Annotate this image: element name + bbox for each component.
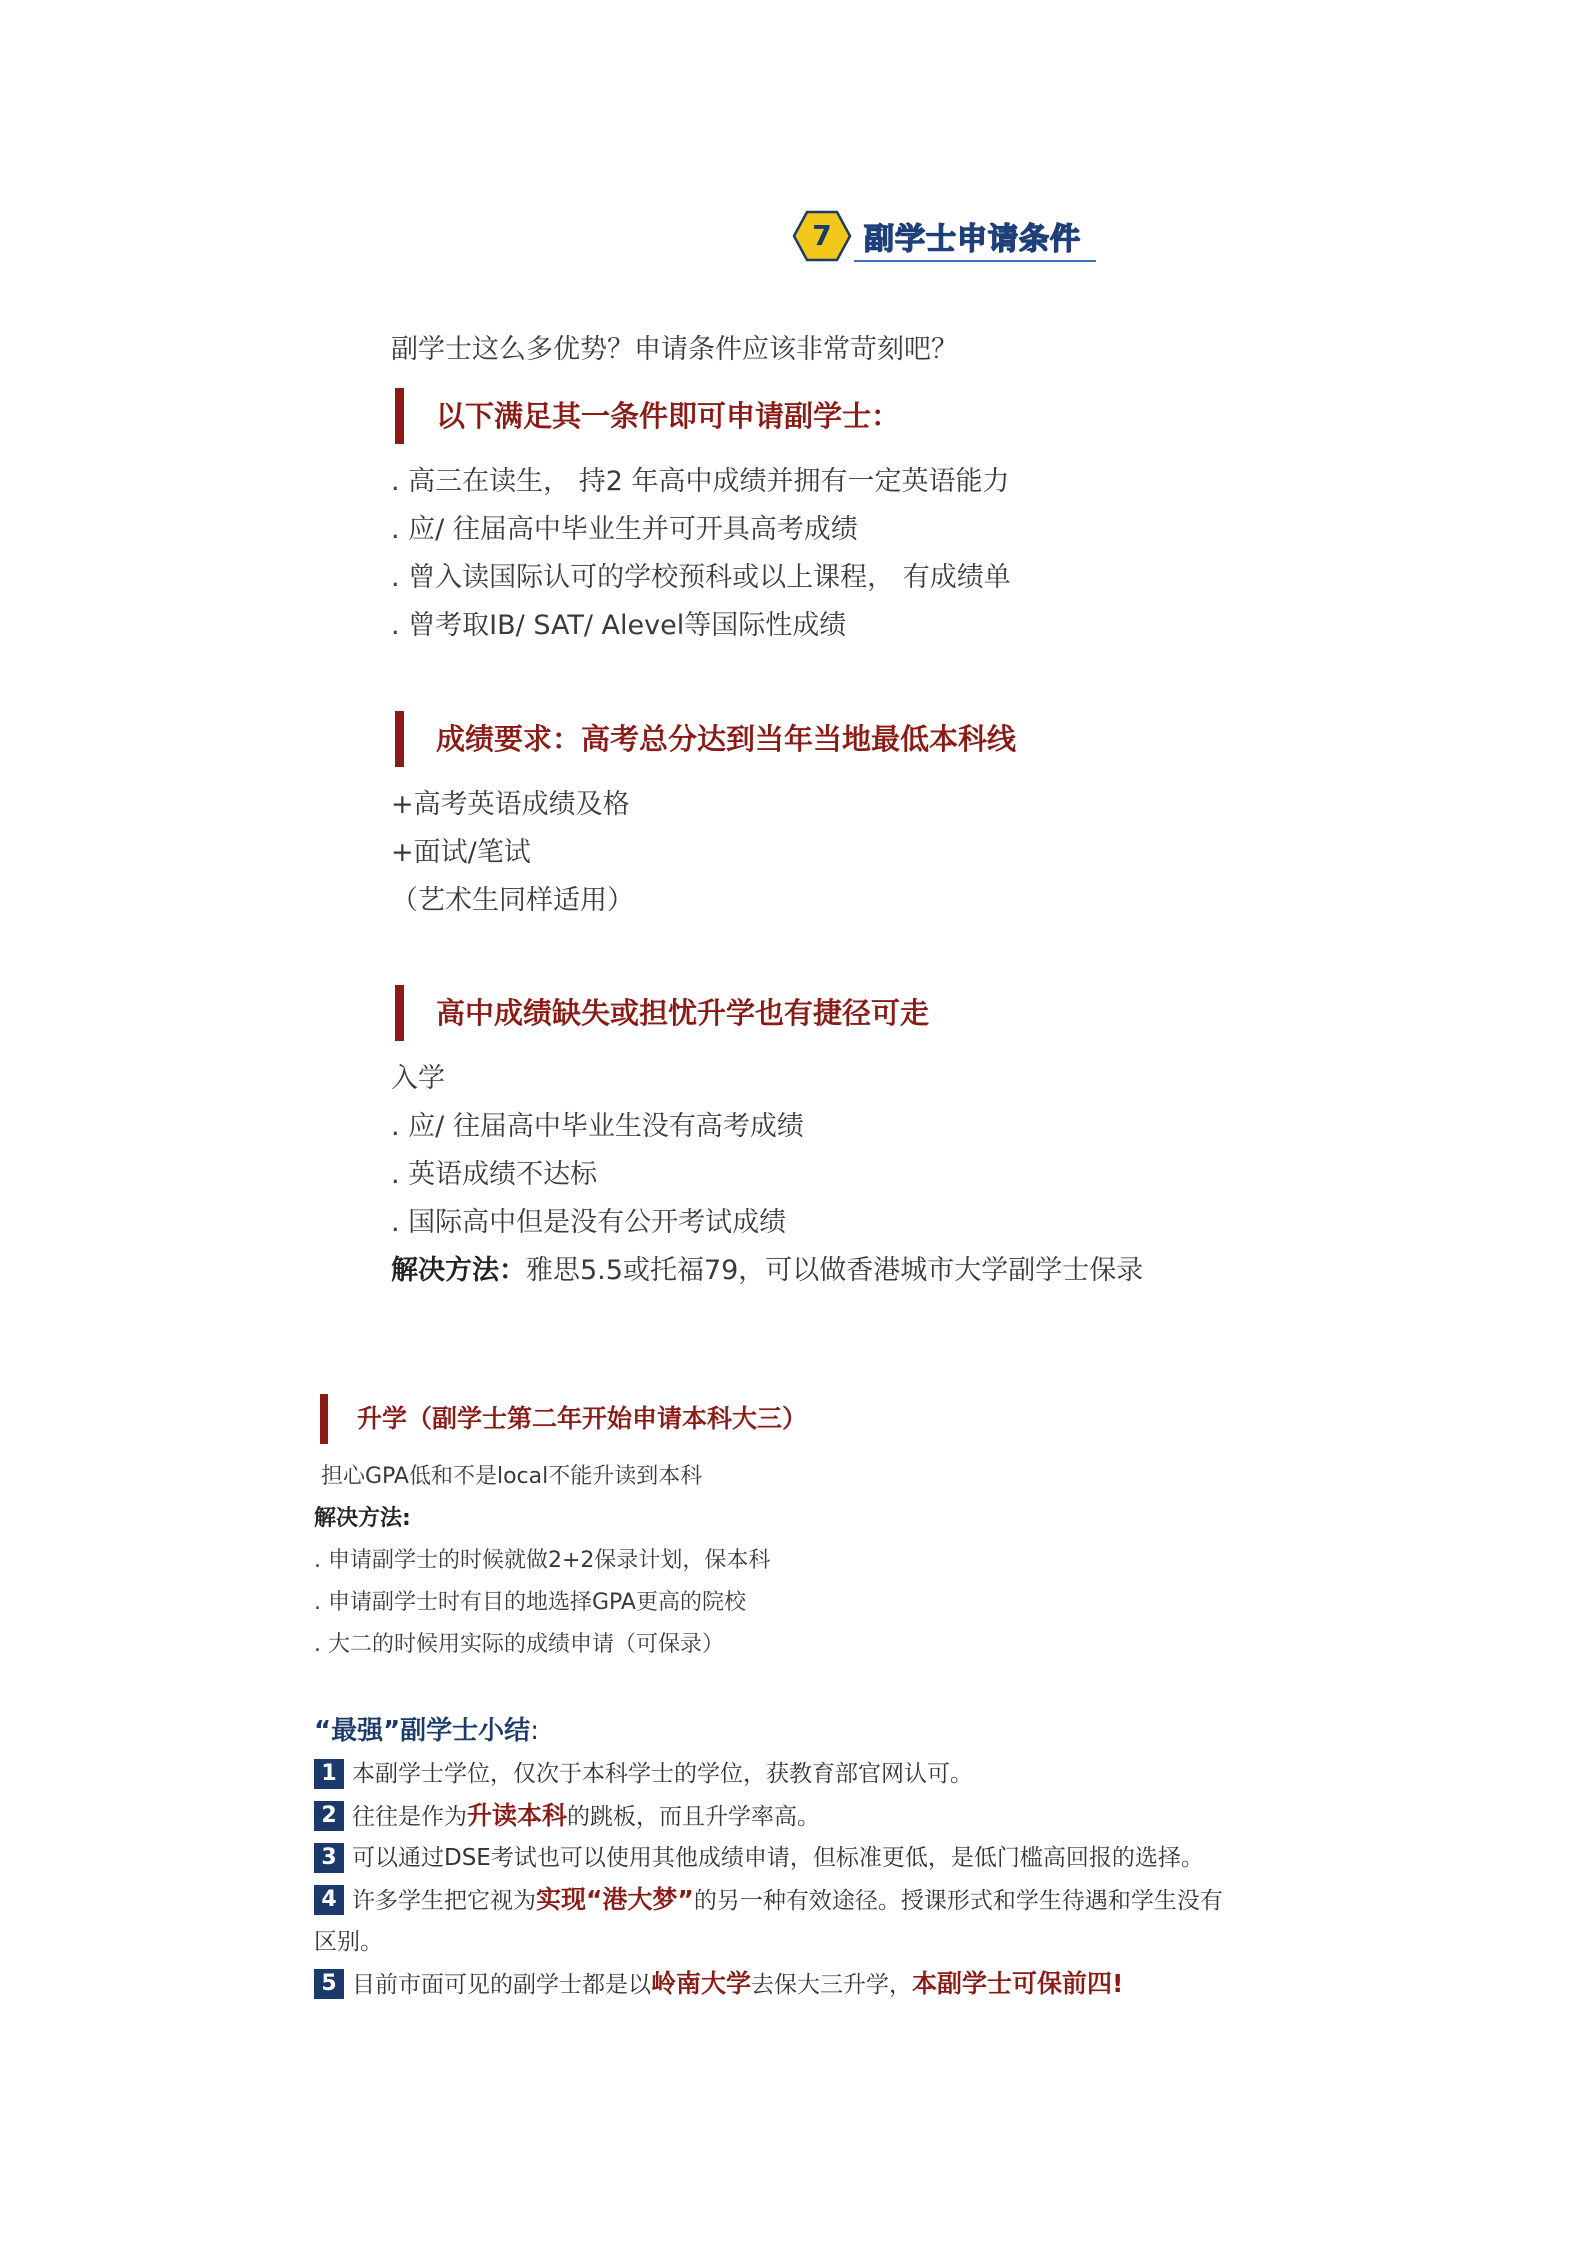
- heading-bar: [395, 388, 404, 444]
- heading-text: 高中成绩缺失或担忧升学也有捷径可走: [436, 996, 930, 1030]
- summary-highlight: 实现“港大梦”: [536, 1885, 694, 1914]
- list-item: . 国际高中但是没有公开考试成绩: [391, 1207, 787, 1238]
- list-item: . 申请副学士的时候就做2+2保录计划，保本科: [314, 1548, 771, 1573]
- list-item: . 英语成绩不达标: [391, 1159, 598, 1190]
- badge-number: 7: [812, 219, 832, 252]
- summary-item-text: 的跳板，而且升学率高。: [567, 1804, 821, 1830]
- list-item: . 大二的时候用实际的成绩申请（可保录）: [314, 1632, 724, 1657]
- summary-item-text: 许多学生把它视为: [352, 1888, 536, 1914]
- concern-text: 担心GPA低和不是local不能升读到本科: [321, 1464, 703, 1489]
- summary-item-text: 可以通过DSE考试也可以使用其他成绩申请，但标准更低，是低门槛高回报的选择。: [352, 1845, 1204, 1871]
- badge-title: 副学士申请条件: [864, 222, 1081, 257]
- section1-heading: [395, 388, 1095, 444]
- badge-underline: [854, 260, 1096, 262]
- summary-item-text: 本副学士学位，仅次于本科学士的学位，获教育部官网认可。: [352, 1761, 973, 1787]
- list-item: . 应/ 往届高中毕业生并可开具高考成绩: [391, 514, 858, 545]
- solution-label: 解决方法:: [314, 1506, 411, 1531]
- summary-item-continuation: 区别。: [314, 1929, 383, 1955]
- summary-item: [314, 1967, 1123, 2002]
- solution-text: 雅思5.5或托福79，可以做香港城市大学副学士保录: [526, 1255, 1144, 1286]
- summary-title-text: “最强”副学士小结: [314, 1716, 531, 1746]
- summary-title: [314, 1714, 539, 1748]
- heading-bar: [395, 711, 404, 767]
- list-item: . 曾考取IB/ SAT/ Alevel等国际性成绩: [391, 610, 847, 641]
- summary-item-text: 去保大三升学，: [751, 1972, 913, 1998]
- summary-item-text: 的另一种有效途径。授课形式和学生待遇和学生没有: [693, 1888, 1223, 1914]
- summary-item: [314, 1841, 1204, 1875]
- summary-highlight: 岭南大学: [651, 1969, 752, 1998]
- heading-bar: [320, 1394, 328, 1444]
- list-item: . 应/ 往届高中毕业生没有高考成绩: [391, 1111, 804, 1142]
- number-badge: 5: [314, 1969, 344, 1999]
- number-badge: 2: [314, 1801, 344, 1831]
- section3-heading: [395, 985, 1095, 1041]
- summary-item: [314, 1883, 1223, 1918]
- solution-label: 解决方法：: [391, 1255, 526, 1286]
- section2-heading: [395, 711, 1095, 767]
- number-badge: 3: [314, 1843, 344, 1873]
- intro-text: 副学士这么多优势？申请条件应该非常苛刻吧？: [391, 334, 958, 365]
- heading-text: 以下满足其一条件即可申请副学士：: [436, 399, 901, 433]
- section4-heading: [320, 1394, 1020, 1444]
- solution-line: [391, 1254, 1143, 1288]
- list-item: . 申请副学士时有目的地选择GPA更高的院校: [314, 1590, 746, 1615]
- heading-text: 升学（副学士第二年开始申请本科大三）: [357, 1404, 808, 1433]
- list-item: 入学: [391, 1063, 445, 1094]
- summary-highlight: 本副学士可保前四!: [912, 1969, 1124, 1998]
- list-item: +面试/笔试: [391, 837, 531, 868]
- summary-item: [314, 1757, 973, 1791]
- heading-text: 成绩要求：高考总分达到当年当地最低本科线: [436, 722, 1017, 756]
- summary-highlight: 升读本科: [467, 1801, 568, 1830]
- summary-item-text: 目前市面可见的副学士都是以: [352, 1972, 651, 1998]
- section-badge: [792, 208, 1102, 264]
- summary-item-text: 往往是作为: [352, 1804, 467, 1830]
- list-item: . 高三在读生， 持2 年高中成绩并拥有一定英语能力: [391, 466, 1010, 497]
- summary-title-colon: :: [530, 1716, 539, 1746]
- list-item: （艺术生同样适用）: [391, 885, 634, 916]
- number-badge: 4: [314, 1885, 344, 1915]
- list-item: +高考英语成绩及格: [391, 789, 630, 820]
- number-badge: 1: [314, 1759, 344, 1789]
- heading-bar: [395, 985, 404, 1041]
- summary-item: [314, 1799, 820, 1834]
- list-item: . 曾入读国际认可的学校预科或以上课程， 有成绩单: [391, 562, 1011, 593]
